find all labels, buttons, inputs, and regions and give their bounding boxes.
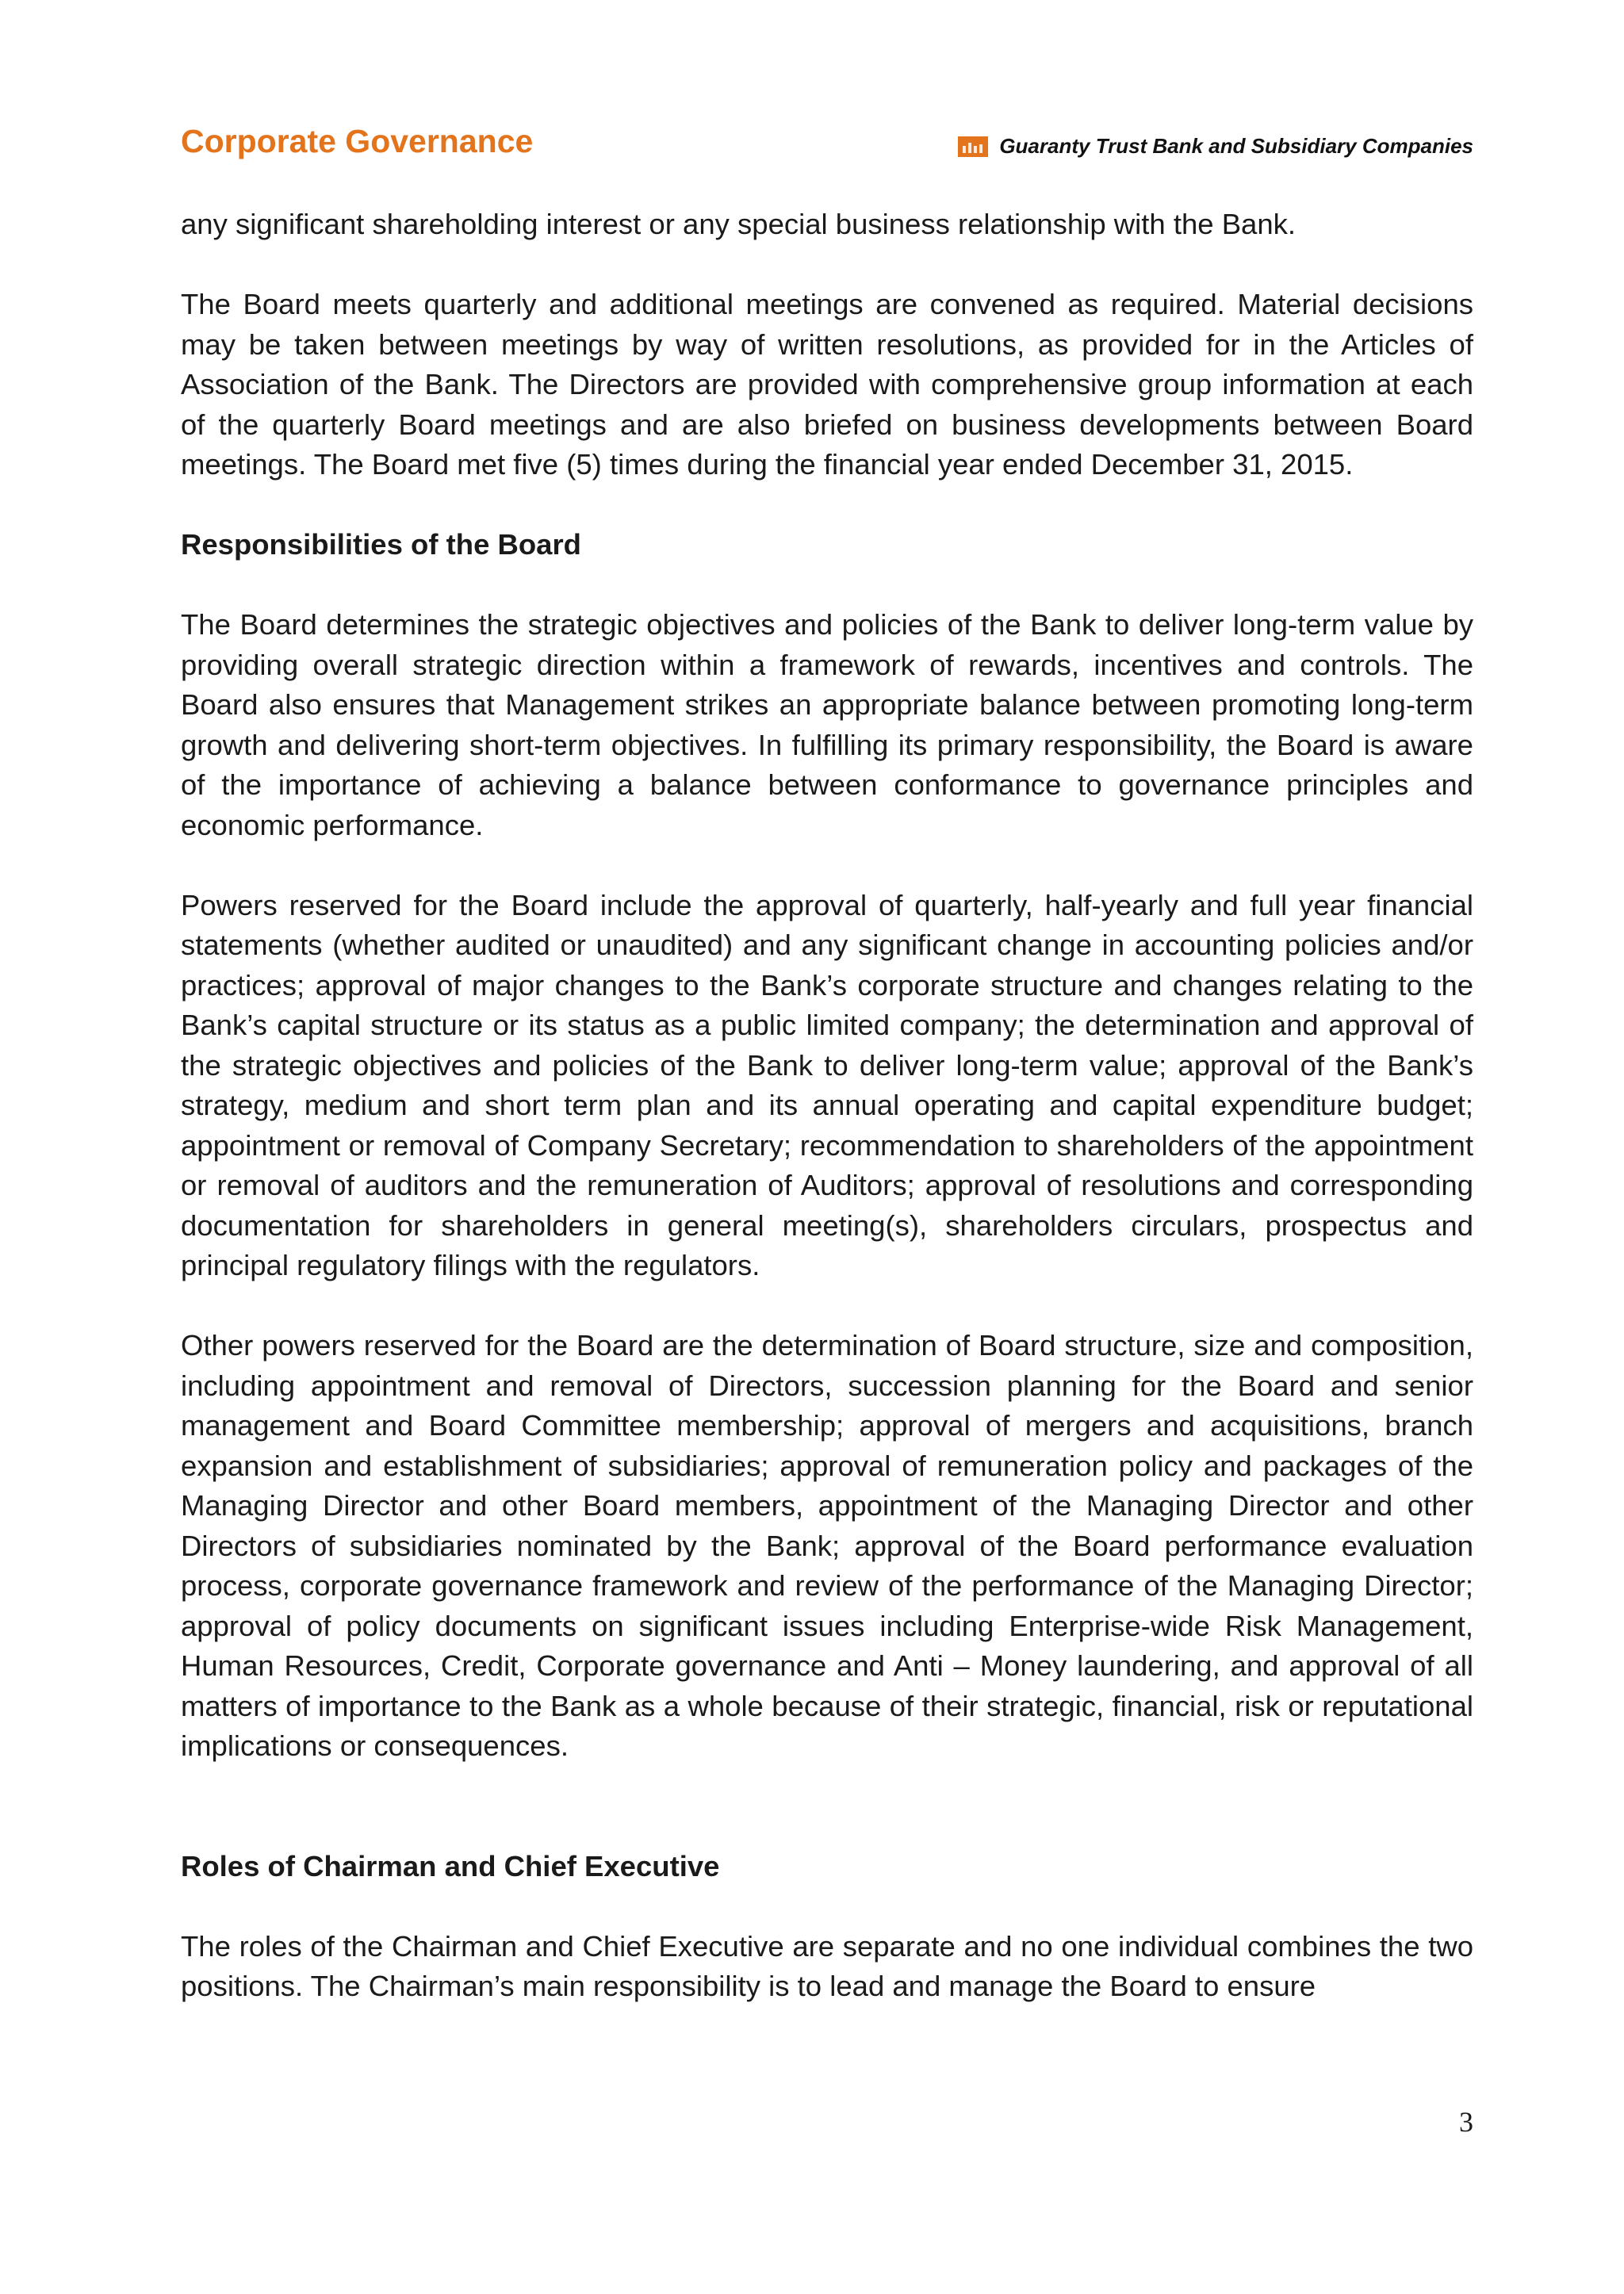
company-banner xyxy=(958,134,1473,159)
page-header xyxy=(181,123,1473,170)
heading-roles: Roles of Chairman and Chief Executive xyxy=(181,1849,720,1882)
paragraph-other-powers: Other powers reserved for the Board are the determination of Board structure, size and composition, including appointment and removal of Directors, succession planning for the Board and senior management and Board Committee membership; approval of mergers and acquisitions, branch expansion and establishment of subsidiaries; approval of remuneration policy and packages of the Managing Director and other Board members, appointment of the Managing Director and other Directors of subsidiaries nominated by the Bank; approval of the Board performance evaluation process, corporate governance framework and review of the performance of the Managing Director; approval of policy documents on significant issues including Enterprise-wide Risk Management, Human Resources, Credit, Corporate governance and Anti – Money laundering, and approval of all matters of importance to the Bank as a whole because of their strategic, financial, risk or reputational implications or consequences. xyxy=(181,1329,1473,1762)
paragraph-strategic-objectives: The Board determines the strategic objectives and policies of the Bank to deliver long-term value by providing overall strategic direction within a framework of rewards, incentives and controls. The Board also ensures that Management strikes an appropriate balance between promoting long-term growth and delivering short-term objectives. In fulfilling its primary responsibility, the Board is aware of the importance of achieving a balance between conformance to governance principles and economic performance. xyxy=(181,608,1473,841)
paragraph-roles: The roles of the Chairman and Chief Executive are separate and no one individual combines the two positions. The Chairman’s main responsibility is to lead and manage the Board to ensure xyxy=(181,1929,1473,2002)
page-number: 3 xyxy=(1459,2106,1473,2138)
heading-responsibilities: Responsibilities of the Board xyxy=(181,528,581,561)
section-title: Corporate Governance xyxy=(181,123,534,159)
company-name: Guaranty Trust Bank and Subsidiary Companies xyxy=(999,134,1473,158)
document-body xyxy=(181,205,1473,2047)
paragraph-powers-reserved: Powers reserved for the Board include the approval of quarterly, half-yearly and full year financial statements (whether audited or unaudited) and any significant change in accounting policies and/or practices; approval of major changes to the Bank’s corporate structure and changes relating to the Bank’s capital structure or its status as a public limited company; the determination and approval of the strategic objectives and policies of the Bank to deliver long-term value; approval of the Bank’s strategy, medium and short term plan and its annual operating and capital expenditure budget; appointment or removal of Company Secretary; recommendation to shareholders of the appointment or removal of auditors and the remuneration of Auditors; approval of resolutions and corresponding documentation for shareholders in general meeting(s), shareholders circulars, prospectus and principal regulatory filings with the regulators. xyxy=(181,888,1473,1281)
paragraph-board-meetings: The Board meets quarterly and additional meetings are convened as required. Material decisions may be taken between meetings by way of written resolutions, as provided for in the Articles of Association of the Bank. The Directors are provided with comprehensive group information at each of the quarterly Board meetings and are also briefed on business developments between Board meetings. The Board met five (5) times during the financial year ended December 31, 2015. xyxy=(181,288,1473,481)
gtbank-logo-icon xyxy=(958,136,988,157)
paragraph-continuation: any significant shareholding interest or any special business relationship with the Bank. xyxy=(181,208,1297,240)
